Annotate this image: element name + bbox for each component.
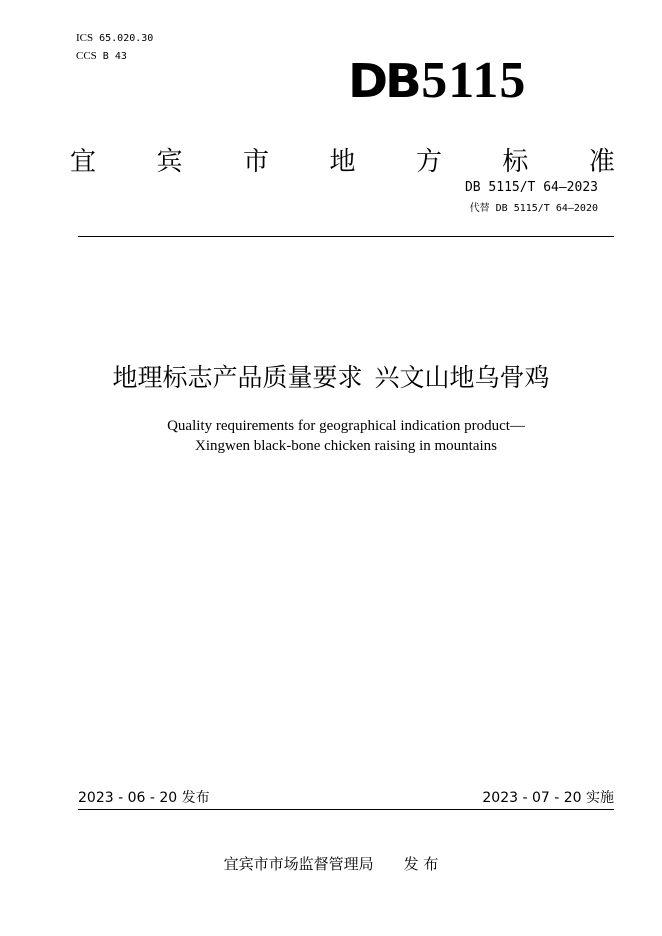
ccs-code: B 43: [102, 51, 127, 62]
db-logo: [348, 52, 568, 110]
standard-type-char: 准: [588, 147, 615, 177]
replaces-standard: 代替 DB 5115/T 64—2020: [469, 203, 598, 214]
ics-line: [76, 31, 153, 46]
title-cn-main: 地理标志产品质量要求: [112, 363, 363, 392]
standard-type-char: 宜: [70, 147, 97, 177]
implement-date: 2023 - 07 - 20 实施: [482, 790, 614, 806]
publisher-action: 发 布: [403, 855, 439, 873]
db-logo-number: 5115: [421, 52, 527, 109]
standard-type-char: 地: [329, 147, 356, 177]
publisher-name: 宜宾市市场监督管理局: [223, 855, 374, 873]
title-cn-sub: 兴文山地乌骨鸡: [374, 363, 550, 392]
ics-label: ICS: [76, 32, 94, 44]
standard-type-char: 标: [502, 147, 529, 177]
header-divider: [78, 236, 614, 237]
standard-type-char: 市: [242, 147, 269, 177]
db-logo-prefix: DB: [348, 54, 419, 108]
document-title-cn: [0, 360, 662, 396]
ics-code: 65.020.30: [99, 33, 154, 44]
standard-type-char: 方: [415, 147, 442, 177]
ccs-line: [76, 49, 127, 64]
standard-number: DB 5115/T 64—2023: [464, 180, 598, 195]
issue-date: 2023 - 06 - 20 发布: [78, 790, 210, 806]
standard-type-title: [70, 142, 615, 182]
title-en-line2: Xingwen black-bone chicken raising in mountains: [194, 438, 497, 454]
publisher-line: [0, 854, 662, 874]
footer-divider: [78, 809, 614, 810]
title-en-line1: Quality requirements for geographical indication product—: [167, 418, 525, 434]
ccs-label: CCS: [76, 50, 97, 62]
standard-type-char: 宾: [156, 147, 183, 177]
